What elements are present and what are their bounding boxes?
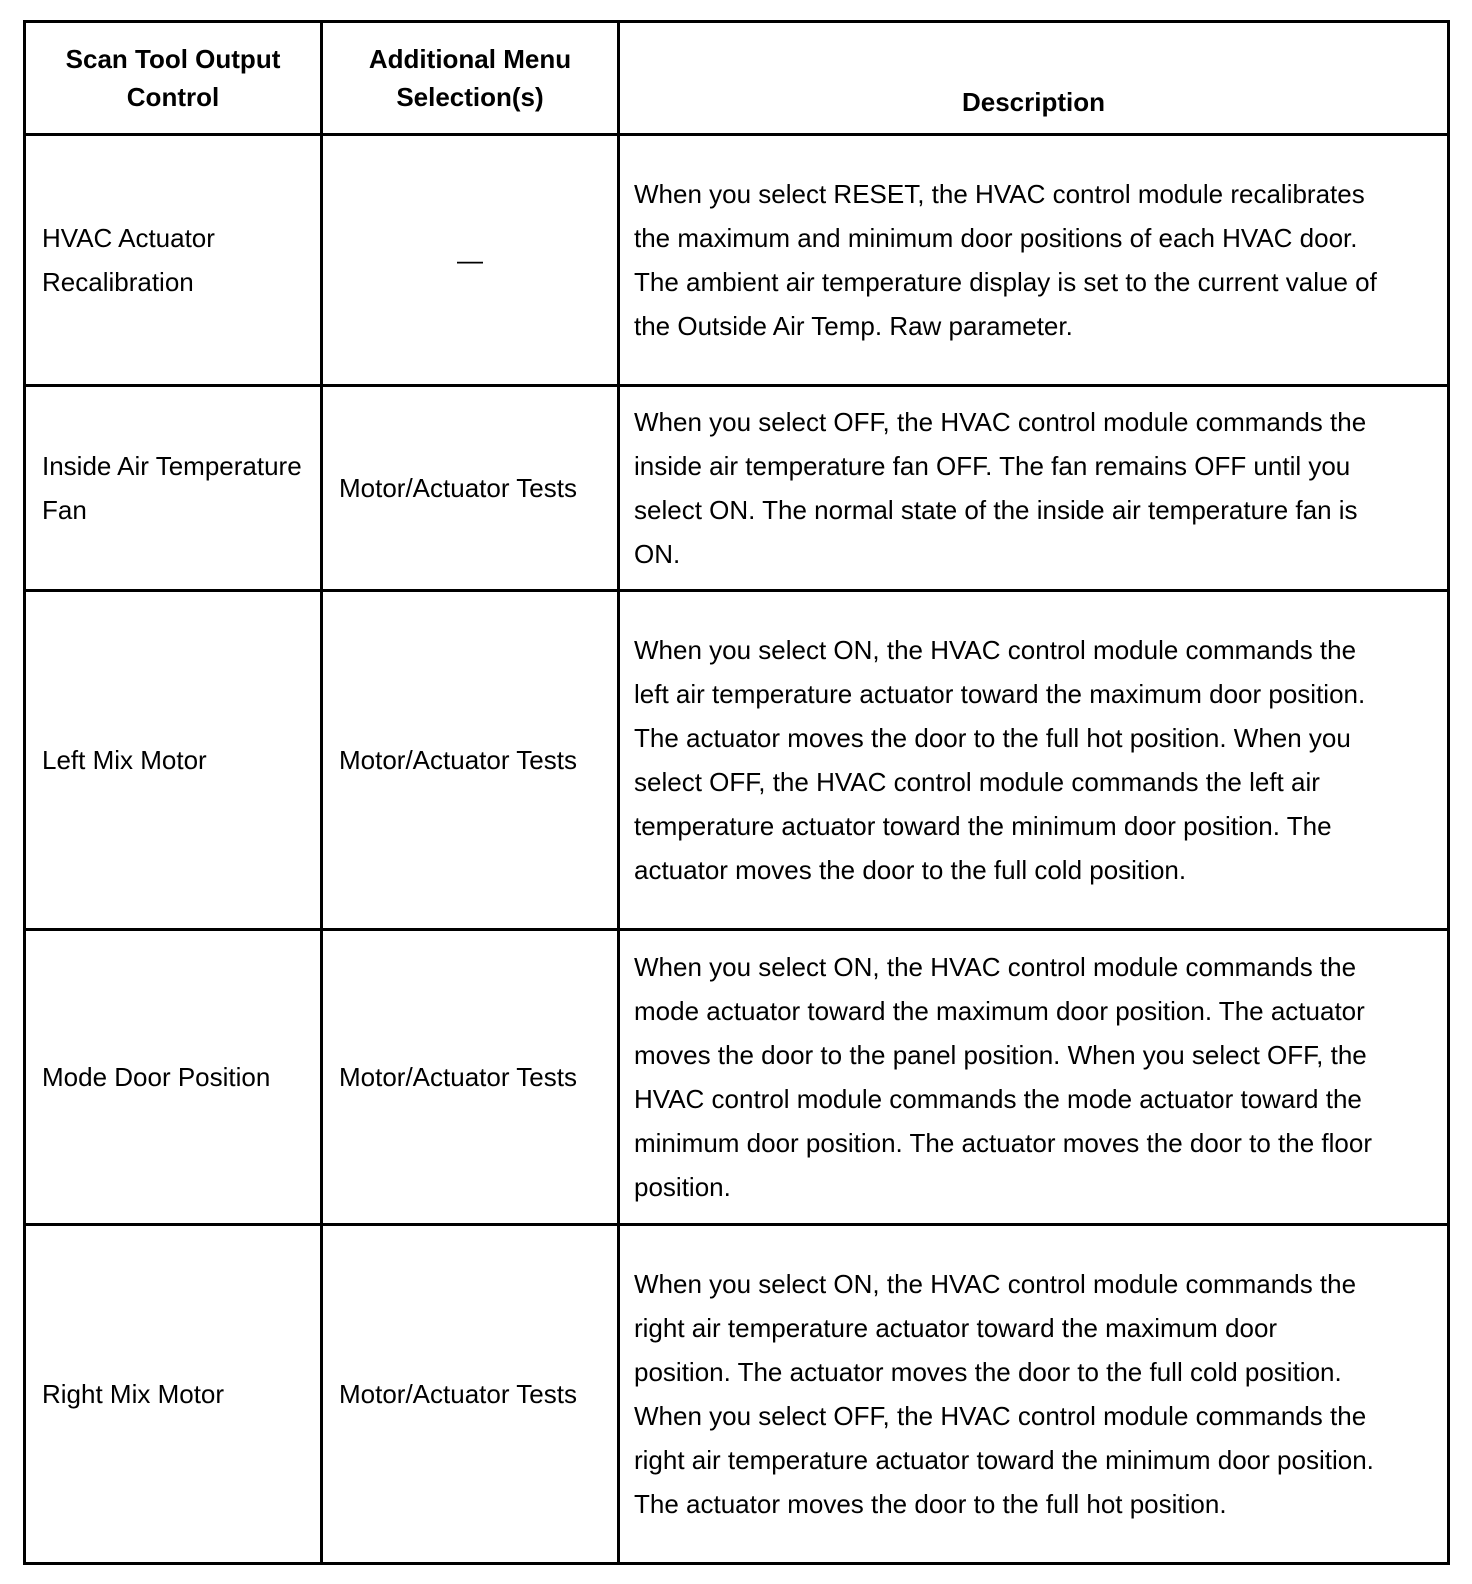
control-cell: Right Mix Motor <box>25 1225 322 1564</box>
control-cell: Mode Door Position <box>25 930 322 1225</box>
table-row <box>25 591 1449 930</box>
menu-cell: Motor/Actuator Tests <box>322 930 619 1225</box>
description-cell: When you select OFF, the HVAC control module commands the inside air temperature fan OFF. The fan remains OFF until you select ON. The normal state of the inside air temperature fan is ON. <box>619 386 1449 591</box>
header-description: Description <box>619 22 1449 135</box>
output-control-table <box>23 20 1450 1565</box>
table-row <box>25 135 1449 386</box>
control-cell: HVAC Actuator Recalibration <box>25 135 322 386</box>
header-additional-menu-selections: Additional Menu Selection(s) <box>322 22 619 135</box>
table-row <box>25 386 1449 591</box>
header-scan-tool-output-control: Scan Tool Output Control <box>25 22 322 135</box>
table-row <box>25 930 1449 1225</box>
menu-cell: Motor/Actuator Tests <box>322 386 619 591</box>
description-cell: When you select RESET, the HVAC control module recalibrates the maximum and minimum door positions of each HVAC door. The ambient air temperature display is set to the current value of the Outside Air Temp. Raw parameter. <box>619 135 1449 386</box>
menu-cell: — <box>322 135 619 386</box>
description-cell: When you select ON, the HVAC control module commands the left air temperature actuator toward the maximum door position. The actuator moves the door to the full hot position. When you select OFF, the HVAC control module commands the left air temperature actuator toward the minimum door position. The actuator moves the door to the full cold position. <box>619 591 1449 930</box>
header-row <box>25 22 1449 135</box>
table-row <box>25 1225 1449 1564</box>
menu-cell: Motor/Actuator Tests <box>322 591 619 930</box>
control-cell: Left Mix Motor <box>25 591 322 930</box>
menu-cell: Motor/Actuator Tests <box>322 1225 619 1564</box>
description-cell: When you select ON, the HVAC control module commands the mode actuator toward the maximum door position. The actuator moves the door to the panel position. When you select OFF, the HVAC control module commands the mode actuator toward the minimum door position. The actuator moves the door to the floor position. <box>619 930 1449 1225</box>
control-cell: Inside Air Temperature Fan <box>25 386 322 591</box>
description-cell: When you select ON, the HVAC control module commands the right air temperature actuator toward the maximum door position. The actuator moves the door to the full cold position. When you select OFF, the HVAC control module commands the right air temperature actuator toward the minimum door position. The actuator moves the door to the full hot position. <box>619 1225 1449 1564</box>
